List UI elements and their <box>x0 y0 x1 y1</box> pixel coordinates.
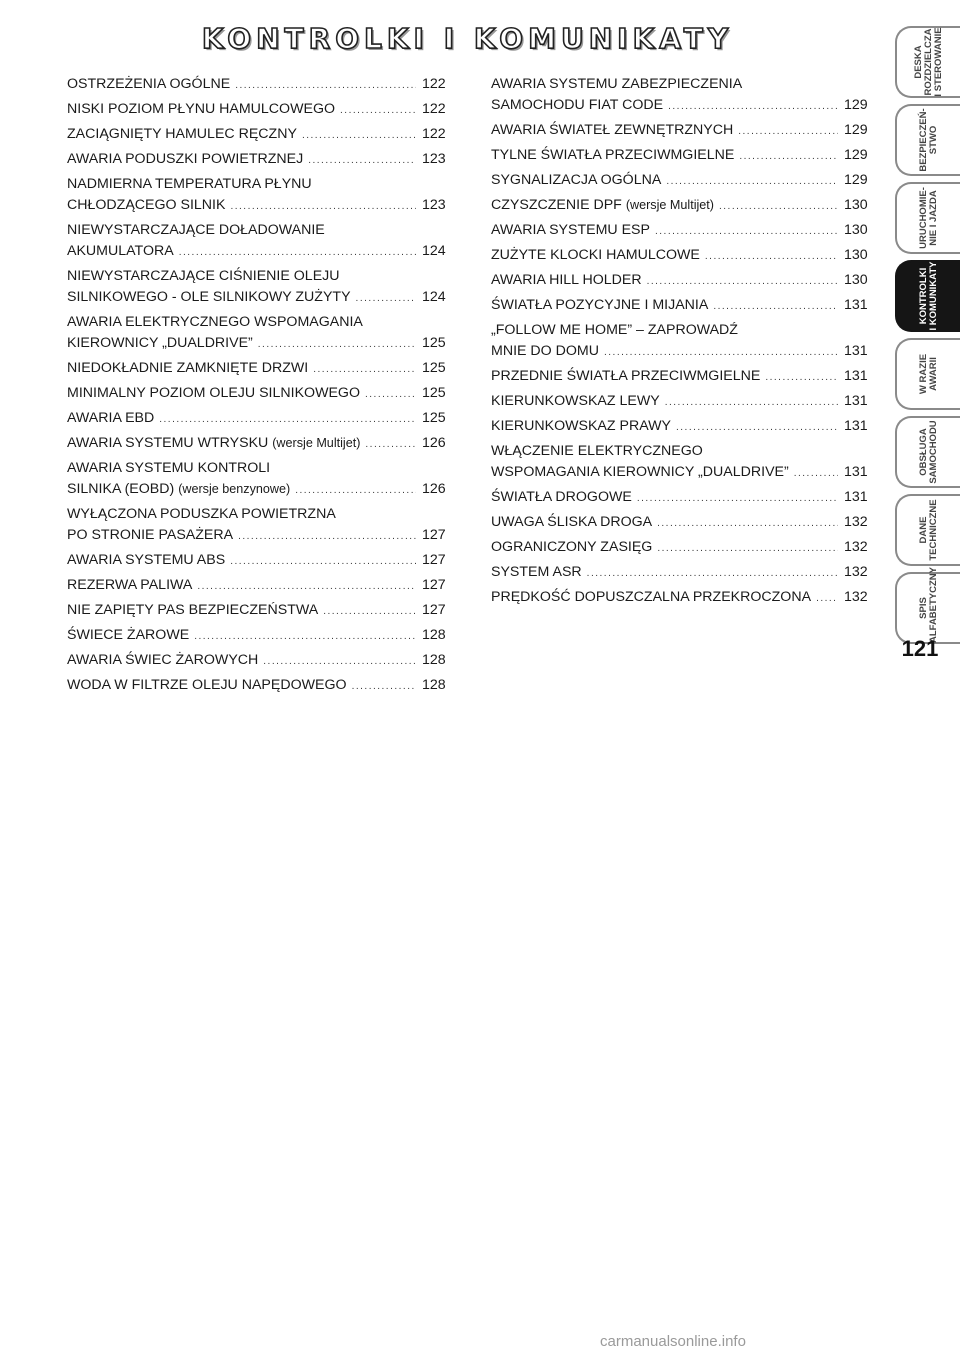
toc-entry[interactable] <box>491 487 866 509</box>
toc-entry-text: OGRANICZONY ZASIĘG <box>491 539 653 555</box>
dot-leader <box>668 96 838 117</box>
toc-entry-title <box>491 95 663 116</box>
dot-leader <box>665 392 838 413</box>
toc-entry-title-line: NADMIERNA TEMPERATURA PŁYNU <box>67 176 312 192</box>
toc-entry-row <box>491 195 866 217</box>
toc-entry-title <box>67 550 225 571</box>
toc-entry[interactable] <box>67 600 444 622</box>
toc-entry-row <box>491 562 866 584</box>
toc-entry-title <box>67 287 351 308</box>
toc-entry-title <box>67 675 347 696</box>
dot-leader <box>765 367 838 388</box>
toc-entry[interactable] <box>491 587 866 609</box>
chapter-tab-label: KONTROLKI I KOMUNIKATY <box>917 261 939 331</box>
toc-entry-page: 123 <box>422 197 446 213</box>
toc-entry-text: AWARIA HILL HOLDER <box>491 272 642 288</box>
toc-entry[interactable] <box>67 408 444 430</box>
toc-entry-title <box>67 383 360 404</box>
chapter-tab-label: DANE TECHNICZNE <box>917 499 939 561</box>
toc-entry-title <box>491 562 582 583</box>
toc-entry-title <box>67 650 258 671</box>
toc-entry-page: 129 <box>844 97 868 113</box>
toc-entry-page: 131 <box>844 297 868 313</box>
toc-entry-text: WODA W FILTRZE OLEJU NAPĘDOWEGO <box>67 677 347 693</box>
toc-entry-title-line: WŁĄCZENIE ELEKTRYCZNEGO <box>491 443 703 459</box>
toc-entry-title <box>491 462 789 483</box>
toc-entry[interactable] <box>491 295 866 317</box>
toc-entry-row <box>67 479 444 501</box>
dot-leader <box>258 334 416 355</box>
page-title: KONTROLKI I KOMUNIKATY <box>201 22 734 55</box>
chapter-tab-label: W RAZIE AWARII <box>917 353 939 395</box>
dot-leader <box>308 150 416 171</box>
toc-entry-page: 132 <box>844 514 868 530</box>
toc-entry[interactable] <box>67 174 444 217</box>
toc-entry-text: AWARIA ŚWIEC ŻAROWYCH <box>67 652 259 668</box>
dot-leader <box>352 676 416 697</box>
toc-entry-title <box>491 391 660 412</box>
dot-leader <box>738 121 838 142</box>
dot-leader <box>816 588 838 609</box>
toc-entry[interactable] <box>67 458 444 501</box>
toc-entry-row <box>491 295 866 317</box>
toc-entry-text: SYGNALIZACJA OGÓLNA <box>491 172 662 188</box>
toc-entry-text: ŚWIATŁA POZYCYJNE I MIJANIA <box>491 297 709 313</box>
toc-entry-row <box>491 245 866 267</box>
toc-entry-row <box>491 391 866 413</box>
dot-leader <box>365 384 416 405</box>
toc-entry-title-line: NIEWYSTARCZAJĄCE DOŁADOWANIE <box>67 222 325 238</box>
toc-entry-page: 125 <box>422 335 446 351</box>
toc-entry-title <box>491 512 652 533</box>
chapter-tabs <box>895 26 960 650</box>
toc-entry-row <box>67 241 444 263</box>
toc-entry-row <box>491 512 866 534</box>
toc-entry-text: NIE ZAPIĘTY PAS BEZPIECZEŃSTWA <box>67 602 319 618</box>
toc-entry[interactable] <box>491 441 866 484</box>
toc-entry-text: MNIE DO DOMU <box>491 343 599 359</box>
toc-entry-row <box>67 675 444 697</box>
toc-entry-text: TYLNE ŚWIATŁA PRZECIWMGIELNE <box>491 147 735 163</box>
toc-entry-title <box>491 270 642 291</box>
toc-entry-note: (wersje Multijet) <box>625 198 714 212</box>
toc-entry-note: (wersje benzynowe) <box>178 482 291 496</box>
toc-entry-page: 123 <box>422 151 446 167</box>
toc-right-column <box>491 74 866 612</box>
toc-entry[interactable] <box>67 550 444 572</box>
toc-entry-row <box>491 416 866 438</box>
chapter-tab-label: OBSŁUGA SAMOCHODU <box>917 420 939 484</box>
toc-entry-page: 131 <box>844 368 868 384</box>
toc-entry-title-line: AWARIA SYSTEMU ZABEZPIECZENIA <box>491 76 743 92</box>
watermark: carmanualsonline.info <box>600 1333 746 1350</box>
chapter-tab-label: BEZPIECZEŃ- STWO <box>917 108 939 172</box>
toc-entry-title <box>491 537 652 558</box>
toc-entry-row <box>67 149 444 171</box>
toc-entry-title <box>491 295 708 316</box>
toc-entry[interactable] <box>67 99 444 121</box>
toc-entry-row <box>67 408 444 430</box>
toc-entry-row <box>67 74 444 96</box>
toc-entry-title <box>491 145 734 166</box>
dot-leader <box>197 576 416 597</box>
toc-entry-page: 128 <box>422 677 446 693</box>
toc-entry-title <box>491 341 599 362</box>
toc-entry-page: 132 <box>844 589 868 605</box>
toc-entry-title <box>491 195 714 216</box>
toc-entry-title <box>67 149 303 170</box>
toc-entry[interactable] <box>491 512 866 534</box>
toc-entry-page: 128 <box>422 627 446 643</box>
toc-entry-page: 126 <box>422 481 446 497</box>
dot-leader <box>159 409 416 430</box>
toc-entry-title <box>491 120 733 141</box>
toc-entry-row <box>67 575 444 597</box>
toc-entry-text: AWARIA EBD <box>67 410 155 426</box>
toc-entry[interactable] <box>491 562 866 584</box>
toc-entry-page: 130 <box>844 247 868 263</box>
dot-leader <box>323 601 416 622</box>
dot-leader <box>340 100 416 121</box>
toc-entry-row <box>491 537 866 559</box>
toc-entry[interactable] <box>491 145 866 167</box>
chapter-tab[interactable] <box>895 182 960 254</box>
dot-leader <box>604 342 838 363</box>
toc-entry-text: PRĘDKOŚĆ DOPUSZCZALNA PRZEKROCZONA <box>491 589 812 605</box>
toc-entry-title <box>491 220 650 241</box>
toc-entry-title-line: AWARIA SYSTEMU KONTROLI <box>67 460 271 476</box>
toc-entry-text: AWARIA SYSTEMU ABS <box>67 552 226 568</box>
toc-entry-row <box>67 433 444 455</box>
toc-entry-page: 129 <box>844 172 868 188</box>
toc-entry-title <box>67 479 290 500</box>
toc-entry[interactable] <box>67 625 444 647</box>
dot-leader <box>356 288 416 309</box>
dot-leader <box>194 626 416 647</box>
chapter-tab[interactable] <box>895 416 960 488</box>
toc-entry-row <box>67 195 444 217</box>
toc-entry-page: 126 <box>422 435 446 451</box>
toc-left-column <box>67 74 444 700</box>
dot-leader <box>238 526 416 547</box>
toc-entry[interactable] <box>67 358 444 380</box>
dot-leader <box>657 538 838 559</box>
dot-leader <box>666 171 838 192</box>
toc-entry-row <box>67 124 444 146</box>
toc-entry-page: 122 <box>422 76 446 92</box>
toc-entry-text: NIEDOKŁADNIE ZAMKNIĘTE DRZWI <box>67 360 309 376</box>
toc-entry-text: SILNIKA (EOBD) <box>67 481 175 497</box>
toc-entry-title <box>491 487 632 508</box>
toc-entry-text: NISKI POZIOM PŁYNU HAMULCOWEGO <box>67 101 336 117</box>
toc-entry-row <box>67 550 444 572</box>
toc-entry-row <box>491 170 866 192</box>
toc-entry-title <box>67 625 189 646</box>
dot-leader <box>230 551 416 572</box>
toc-entry-page: 122 <box>422 126 446 142</box>
dot-leader <box>587 563 838 584</box>
dot-leader <box>365 434 416 455</box>
chapter-tab-label: DESKA ROZDZIELCZA I STEROWANIE <box>912 27 944 97</box>
toc-entry-title <box>491 416 671 437</box>
dot-leader <box>705 246 838 267</box>
toc-entry-text: AWARIA SYSTEMU WTRYSKU <box>67 435 269 451</box>
toc-entry-row <box>67 600 444 622</box>
toc-entry-note: (wersje Multijet) <box>272 436 361 450</box>
toc-entry-text: SAMOCHODU FIAT CODE <box>491 97 664 113</box>
toc-entry[interactable] <box>491 416 866 438</box>
toc-entry[interactable] <box>67 675 444 697</box>
toc-entry-page: 125 <box>422 360 446 376</box>
toc-entry-row <box>67 383 444 405</box>
chapter-tab[interactable] <box>895 567 960 644</box>
dot-leader <box>657 513 838 534</box>
toc-entry[interactable] <box>491 195 866 217</box>
dot-leader <box>676 417 838 438</box>
toc-entry-title <box>67 525 233 546</box>
toc-entry-page: 131 <box>844 418 868 434</box>
toc-entry[interactable] <box>67 504 444 547</box>
toc-entry-text: ŚWIATŁA DROGOWE <box>491 489 632 505</box>
toc-entry-page: 125 <box>422 410 446 426</box>
toc-entry-title <box>491 366 760 387</box>
dot-leader <box>302 125 416 146</box>
toc-entry-row <box>491 220 866 242</box>
toc-entry-text: AWARIA SYSTEMU ESP <box>491 222 650 238</box>
toc-entry-text: MINIMALNY POZIOM OLEJU SILNIKOWEGO <box>67 385 360 401</box>
dot-leader <box>739 146 838 167</box>
toc-entry-page: 125 <box>422 385 446 401</box>
toc-entry-title <box>67 575 192 596</box>
toc-entry-title <box>491 587 811 608</box>
toc-entry-text: ZUŻYTE KLOCKI HAMULCOWE <box>491 247 700 263</box>
toc-entry-title <box>67 99 335 120</box>
dot-leader <box>263 651 416 672</box>
toc-entry[interactable] <box>491 366 866 388</box>
toc-entry-title <box>67 333 253 354</box>
toc-entry-text: KIEROWNICY „DUALDRIVE” <box>67 335 253 351</box>
toc-entry-title <box>67 600 318 621</box>
toc-entry-page: 131 <box>844 464 868 480</box>
toc-entry-title <box>67 195 225 216</box>
toc-entry-row <box>491 145 866 167</box>
toc-entry-title <box>67 433 360 454</box>
toc-entry-page: 131 <box>844 393 868 409</box>
chapter-tab[interactable] <box>895 338 960 410</box>
toc-entry[interactable] <box>67 383 444 405</box>
toc-entry-row <box>491 462 866 484</box>
chapter-tab-label: SPIS ALFABETYCZNY <box>917 567 939 643</box>
toc-entry-text: KIERUNKOWSKAZ LEWY <box>491 393 660 409</box>
toc-entry-title <box>67 124 297 145</box>
toc-entry-page: 124 <box>422 289 446 305</box>
dot-leader <box>235 75 416 96</box>
toc-entry-page: 127 <box>422 552 446 568</box>
dot-leader <box>313 359 416 380</box>
toc-entry[interactable] <box>491 245 866 267</box>
toc-entry-text: AKUMULATORA <box>67 243 174 259</box>
toc-entry[interactable] <box>67 149 444 171</box>
dot-leader <box>713 296 838 317</box>
toc-entry[interactable] <box>491 537 866 559</box>
toc-entry-text: ŚWIECE ŻAROWE <box>67 627 190 643</box>
toc-entry-text: CHŁODZĄCEGO SILNIK <box>67 197 226 213</box>
toc-entry-text: ZACIĄGNIĘTY HAMULEC RĘCZNY <box>67 126 297 142</box>
dot-leader <box>794 463 838 484</box>
dot-leader <box>647 271 838 292</box>
toc-entry[interactable] <box>491 320 866 363</box>
toc-entry-title <box>67 358 308 379</box>
chapter-tab[interactable] <box>895 104 960 176</box>
toc-entry-page: 129 <box>844 122 868 138</box>
toc-entry[interactable] <box>67 575 444 597</box>
dot-leader <box>295 480 416 501</box>
toc-entry-title <box>491 245 700 266</box>
toc-entry-page: 130 <box>844 222 868 238</box>
toc-entry-row <box>491 487 866 509</box>
dot-leader <box>655 221 838 242</box>
chapter-tab[interactable] <box>895 260 960 332</box>
toc-entry-page: 132 <box>844 539 868 555</box>
toc-entry-text: WSPOMAGANIA KIEROWNICY „DUALDRIVE” <box>491 464 789 480</box>
toc-entry-page: 130 <box>844 197 868 213</box>
dot-leader <box>179 242 416 263</box>
toc-entry-row <box>67 333 444 355</box>
toc-entry-row <box>67 625 444 647</box>
toc-entry-text: SILNIKOWEGO - OLE SILNIKOWY ZUŻYTY <box>67 289 351 305</box>
toc-entry-title <box>67 74 230 95</box>
toc-entry-row <box>491 95 866 117</box>
dot-leader <box>230 196 416 217</box>
toc-entry[interactable] <box>491 74 866 117</box>
toc-entry-text: KIERUNKOWSKAZ PRAWY <box>491 418 671 434</box>
toc-entry-row <box>67 525 444 547</box>
toc-entry-page: 127 <box>422 527 446 543</box>
toc-entry-page: 124 <box>422 243 446 259</box>
toc-entry-text: CZYSZCZENIE DPF <box>491 197 622 213</box>
toc-entry-page: 128 <box>422 652 446 668</box>
toc-entry-title-line: NIEWYSTARCZAJĄCE CIŚNIENIE OLEJU <box>67 268 340 284</box>
toc-entry-title-line: AWARIA ELEKTRYCZNEGO WSPOMAGANIA <box>67 314 363 330</box>
toc-entry[interactable] <box>67 650 444 672</box>
toc-entry-row <box>67 287 444 309</box>
toc-entry[interactable] <box>67 220 444 263</box>
toc-entry-page: 132 <box>844 564 868 580</box>
toc-entry-page: 131 <box>844 343 868 359</box>
toc-entry-text: SYSTEM ASR <box>491 564 582 580</box>
toc-entry-row <box>491 270 866 292</box>
toc-entry[interactable] <box>491 120 866 142</box>
chapter-tab[interactable] <box>895 494 960 566</box>
toc-entry[interactable] <box>491 220 866 242</box>
toc-entry[interactable] <box>67 74 444 96</box>
toc-entry-text: UWAGA ŚLISKA DROGA <box>491 514 653 530</box>
toc-entry-page: 131 <box>844 489 868 505</box>
toc-entry-text: OSTRZEŻENIA OGÓLNE <box>67 76 231 92</box>
toc-entry-title <box>67 408 154 429</box>
toc-entry-text: PO STRONIE PASAŻERA <box>67 527 234 543</box>
toc-entry-row <box>491 120 866 142</box>
toc-entry-text: PRZEDNIE ŚWIATŁA PRZECIWMGIELNE <box>491 368 761 384</box>
toc-entry[interactable] <box>491 270 866 292</box>
toc-entry-row <box>67 358 444 380</box>
toc-entry-page: 130 <box>844 272 868 288</box>
toc-entry[interactable] <box>67 312 444 355</box>
toc-entry-page: 129 <box>844 147 868 163</box>
toc-entry-row <box>67 99 444 121</box>
toc-entry[interactable] <box>491 170 866 192</box>
toc-entry[interactable] <box>67 266 444 309</box>
toc-entry-row <box>67 650 444 672</box>
toc-entry[interactable] <box>67 124 444 146</box>
toc-entry-text: AWARIA PODUSZKI POWIETRZNEJ <box>67 151 304 167</box>
toc-entry-page: 122 <box>422 101 446 117</box>
toc-entry[interactable] <box>491 391 866 413</box>
toc-entry-page: 127 <box>422 602 446 618</box>
toc-entry-page: 127 <box>422 577 446 593</box>
toc-entry-title <box>67 241 174 262</box>
dot-leader <box>637 488 838 509</box>
toc-entry-title-line: „FOLLOW ME HOME” – ZAPROWADŹ <box>491 322 738 338</box>
toc-entry-row <box>491 366 866 388</box>
page-number: 121 <box>901 636 939 661</box>
toc-entry[interactable] <box>67 433 444 455</box>
chapter-tab-label: URUCHOMIE- NIE I JAZDA <box>917 187 939 249</box>
dot-leader <box>719 196 838 217</box>
toc-entry-title-line: WYŁĄCZONA PODUSZKA POWIETRZNA <box>67 506 336 522</box>
toc-entry-row <box>491 587 866 609</box>
toc-entry-row <box>491 341 866 363</box>
toc-entry-title <box>491 170 661 191</box>
chapter-tab[interactable] <box>895 26 960 98</box>
toc-entry-text: REZERWA PALIWA <box>67 577 193 593</box>
toc-entry-text: AWARIA ŚWIATEŁ ZEWNĘTRZNYCH <box>491 122 734 138</box>
